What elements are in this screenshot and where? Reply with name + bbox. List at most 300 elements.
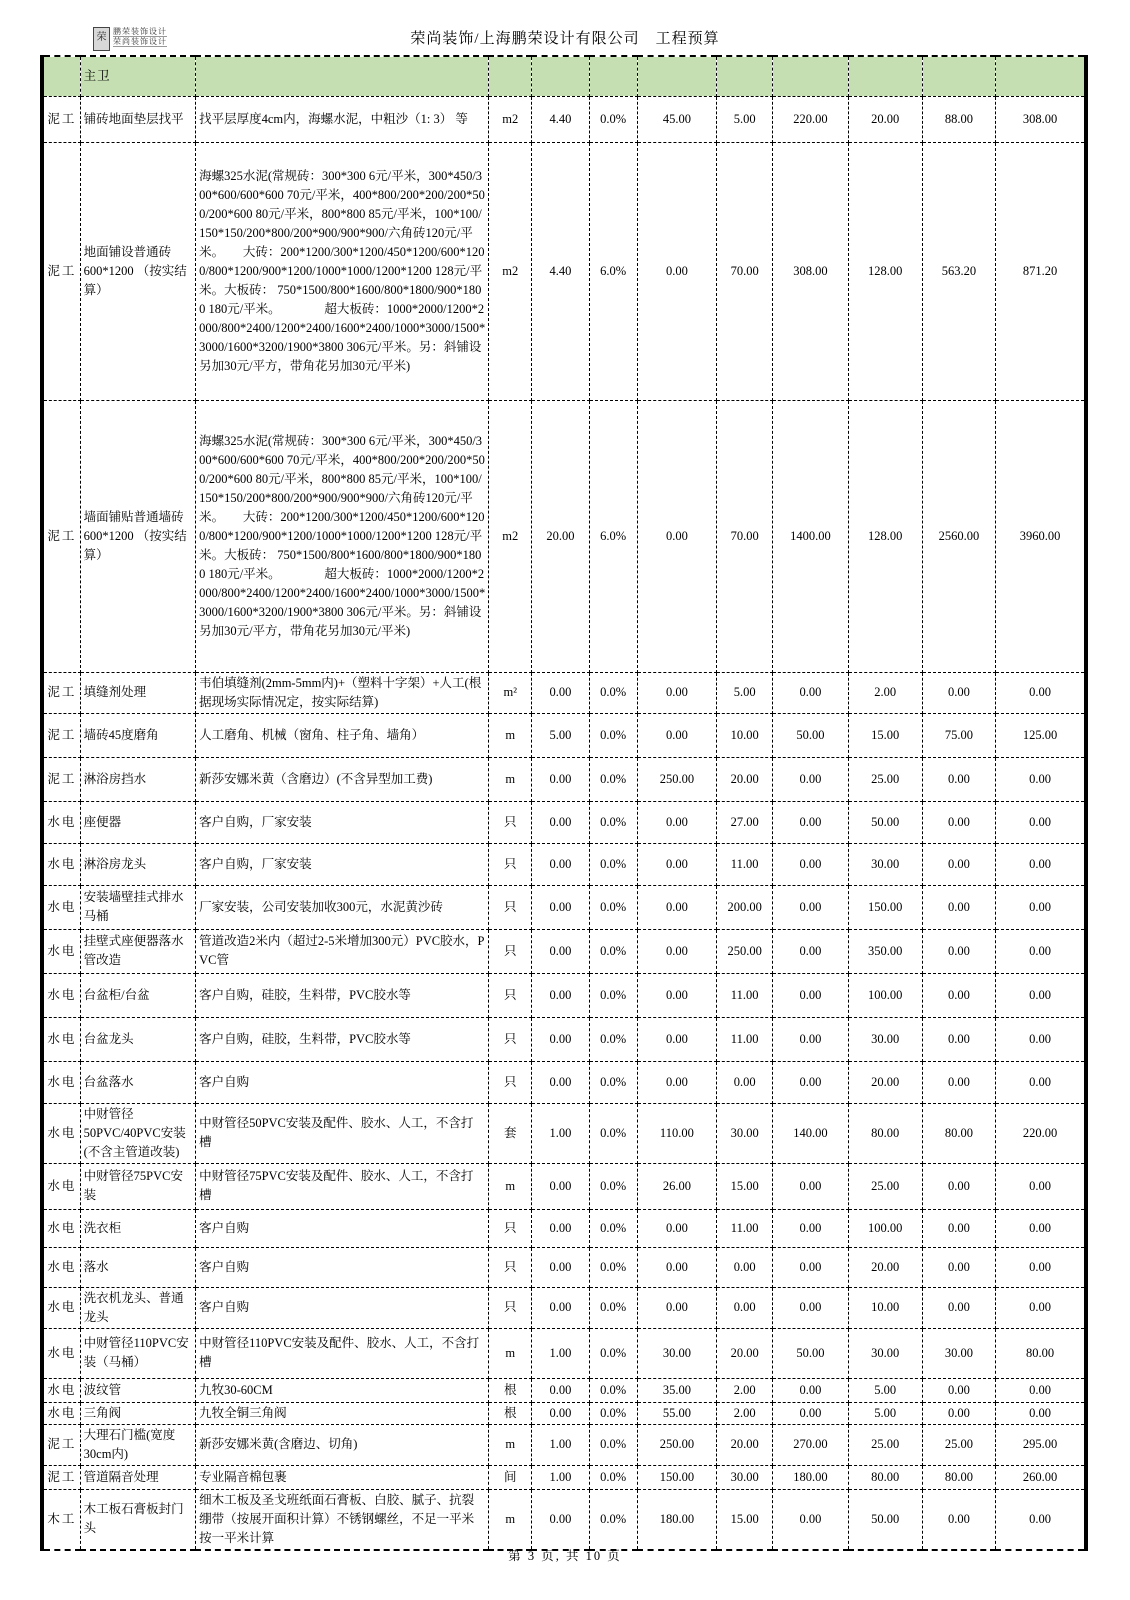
cell-price2: 5.00 [717,96,773,142]
cell-price2: 11.00 [717,1017,773,1061]
cell-unit: 只 [489,1287,532,1328]
cell-amount2: 0.00 [922,1017,995,1061]
cell-amount2: 80.00 [922,1465,995,1489]
budget-table-body [42,56,1086,1550]
cell-category: 水电 [42,1209,80,1247]
section-cell [637,56,716,96]
cell-price1: 250.00 [637,757,716,801]
cell-price2: 200.00 [717,885,773,929]
cell-pct: 0.0% [589,1378,637,1402]
cell-amount1: 0.00 [773,1209,848,1247]
table-row [42,1402,1086,1424]
cell-item: 安装墙壁挂式排水马桶 [80,885,195,929]
cell-total: 125.00 [996,713,1086,757]
cell-price3: 25.00 [848,1424,922,1465]
cell-price2: 2.00 [717,1402,773,1424]
cell-total: 0.00 [996,1402,1086,1424]
cell-desc: 九牧全铜三角阀 [196,1402,489,1424]
cell-price3: 128.00 [848,400,922,672]
cell-total: 0.00 [996,1017,1086,1061]
cell-amount2: 0.00 [922,973,995,1017]
cell-amount1: 180.00 [773,1465,848,1489]
cell-price3: 50.00 [848,801,922,843]
cell-category: 水电 [42,801,80,843]
cell-item: 座便器 [80,801,195,843]
cell-unit: m² [489,672,532,713]
cell-desc: 客户自购 [196,1061,489,1103]
cell-qty: 0.00 [532,672,589,713]
cell-price1: 0.00 [637,1017,716,1061]
cell-desc: 客户自购，厂家安装 [196,801,489,843]
cell-unit: 间 [489,1465,532,1489]
cell-unit: 只 [489,1061,532,1103]
cell-amount1: 0.00 [773,929,848,973]
cell-total: 220.00 [996,1103,1086,1163]
section-cell [996,56,1086,96]
cell-category: 泥工 [42,142,80,400]
cell-category: 泥工 [42,1465,80,1489]
cell-total: 0.00 [996,801,1086,843]
cell-qty: 0.00 [532,1247,589,1287]
cell-price3: 50.00 [848,1489,922,1550]
cell-item: 三角阀 [80,1402,195,1424]
cell-unit: m [489,713,532,757]
cell-unit: 根 [489,1402,532,1424]
cell-qty: 1.00 [532,1103,589,1163]
cell-amount1: 220.00 [773,96,848,142]
cell-qty: 0.00 [532,843,589,885]
cell-category: 水电 [42,843,80,885]
cell-item: 洗衣柜 [80,1209,195,1247]
cell-qty: 20.00 [532,400,589,672]
cell-category: 泥工 [42,672,80,713]
cell-total: 0.00 [996,757,1086,801]
cell-amount1: 0.00 [773,1489,848,1550]
section-cell [589,56,637,96]
table-row [42,1103,1086,1163]
cell-qty: 4.40 [532,142,589,400]
cell-unit: 只 [489,1209,532,1247]
cell-total: 0.00 [996,843,1086,885]
cell-desc: 中财管径50PVC安装及配件、胶水、人工，不含打槽 [196,1103,489,1163]
cell-amount2: 563.20 [922,142,995,400]
cell-price2: 250.00 [717,929,773,973]
cell-price3: 10.00 [848,1287,922,1328]
cell-price3: 80.00 [848,1103,922,1163]
cell-amount2: 0.00 [922,843,995,885]
cell-qty: 0.00 [532,1489,589,1550]
page-footer: 第 3 页, 共 10 页 [508,1549,622,1563]
cell-qty: 0.00 [532,1163,589,1209]
cell-item: 台盆落水 [80,1061,195,1103]
cell-price1: 0.00 [637,843,716,885]
cell-category: 木工 [42,1489,80,1550]
cell-unit: m2 [489,96,532,142]
cell-item: 中财管径75PVC安装 [80,1163,195,1209]
cell-total: 0.00 [996,885,1086,929]
cell-amount1: 0.00 [773,1402,848,1424]
cell-item: 波纹管 [80,1378,195,1402]
cell-desc: 找平层厚度4cm内，海螺水泥，中粗沙（1: 3） 等 [196,96,489,142]
cell-price2: 5.00 [717,672,773,713]
cell-pct: 6.0% [589,142,637,400]
cell-price2: 15.00 [717,1163,773,1209]
cell-desc: 客户自购，硅胶，生料带，PVC胶水等 [196,1017,489,1061]
cell-amount2: 0.00 [922,1247,995,1287]
cell-item: 挂壁式座便器落水管改造 [80,929,195,973]
cell-price1: 0.00 [637,713,716,757]
cell-price3: 100.00 [848,973,922,1017]
cell-item: 淋浴房龙头 [80,843,195,885]
cell-price1: 45.00 [637,96,716,142]
cell-item: 落水 [80,1247,195,1287]
cell-qty: 0.00 [532,1017,589,1061]
cell-qty: 0.00 [532,1378,589,1402]
cell-qty: 0.00 [532,1402,589,1424]
cell-pct: 0.0% [589,1209,637,1247]
cell-total: 260.00 [996,1465,1086,1489]
cell-item: 台盆柜/台盆 [80,973,195,1017]
cell-qty: 0.00 [532,1287,589,1328]
cell-pct: 0.0% [589,1424,637,1465]
table-row [42,973,1086,1017]
table-row [42,1424,1086,1465]
section-cell [773,56,848,96]
table-row [42,885,1086,929]
cell-unit: 只 [489,929,532,973]
table-row [42,1287,1086,1328]
cell-price3: 80.00 [848,1465,922,1489]
cell-pct: 0.0% [589,1017,637,1061]
cell-price2: 70.00 [717,400,773,672]
cell-price1: 150.00 [637,1465,716,1489]
cell-amount2: 88.00 [922,96,995,142]
cell-desc: 客户自购，厂家安装 [196,843,489,885]
table-row [42,1209,1086,1247]
cell-price1: 0.00 [637,1287,716,1328]
cell-unit: m [489,1489,532,1550]
cell-price1: 250.00 [637,1424,716,1465]
cell-pct: 0.0% [589,929,637,973]
cell-pct: 0.0% [589,672,637,713]
cell-price1: 180.00 [637,1489,716,1550]
cell-category: 水电 [42,1287,80,1328]
cell-total: 0.00 [996,973,1086,1017]
cell-category: 泥工 [42,713,80,757]
cell-amount1: 270.00 [773,1424,848,1465]
cell-category: 泥工 [42,96,80,142]
cell-total: 3960.00 [996,400,1086,672]
cell-category: 水电 [42,1378,80,1402]
cell-category: 水电 [42,1247,80,1287]
cell-price3: 2.00 [848,672,922,713]
cell-price2: 10.00 [717,713,773,757]
cell-desc: 海螺325水泥(常规砖：300*300 6元/平米，300*450/300*600/600*600 70元/平米，400*800/200*200/200*500/200*600 80元/平米，800*800 85元/平米，100*100/150*150/200*800/200*900/900*900/六角砖120元/平米。 大砖：200*1200/300*1200/450*1200/600*1200/800*1200/900*1200/1000*1000/1200*1200 128元/平米。大板砖： 750*1500/800*1600/800*1800/900*1800 180元/平米。 超大板砖：1000*2000/1200*2000/800*2400/1200*2400/1600*2400/1000*3000/1500*3000/1600*3200/1900*3800 306元/平米。另：斜铺设另加30元/平方，带角花另加30元/平米) [196,142,489,400]
cell-total: 0.00 [996,1209,1086,1247]
cell-qty: 5.00 [532,713,589,757]
budget-table [40,55,1088,1551]
cell-price1: 0.00 [637,801,716,843]
cell-item: 管道隔音处理 [80,1465,195,1489]
cell-unit: 只 [489,1247,532,1287]
table-row [42,929,1086,973]
cell-pct: 0.0% [589,885,637,929]
cell-price1: 110.00 [637,1103,716,1163]
section-cell [922,56,995,96]
cell-qty: 0.00 [532,973,589,1017]
cell-desc: 客户自购 [196,1247,489,1287]
cell-pct: 0.0% [589,973,637,1017]
cell-price2: 0.00 [717,1061,773,1103]
section-cell [848,56,922,96]
cell-price1: 0.00 [637,929,716,973]
cell-amount1: 50.00 [773,713,848,757]
table-row [42,142,1086,400]
cell-price2: 20.00 [717,1424,773,1465]
cell-pct: 0.0% [589,1465,637,1489]
section-cell [489,56,532,96]
cell-price2: 30.00 [717,1465,773,1489]
cell-pct: 0.0% [589,1287,637,1328]
cell-total: 0.00 [996,1287,1086,1328]
cell-unit: 根 [489,1378,532,1402]
cell-price2: 11.00 [717,1209,773,1247]
cell-desc: 海螺325水泥(常规砖：300*300 6元/平米，300*450/300*600/600*600 70元/平米，400*800/200*200/200*500/200*600 80元/平米，800*800 85元/平米，100*100/150*150/200*800/200*900/900*900/六角砖120元/平米。 大砖：200*1200/300*1200/450*1200/600*1200/800*1200/900*1200/1000*1000/1200*1200 128元/平米。大板砖： 750*1500/800*1600/800*1800/900*1800 180元/平米。 超大板砖：1000*2000/1200*2000/800*2400/1200*2400/1600*2400/1000*3000/1500*3000/1600*3200/1900*3800 306元/平米。另：斜铺设另加30元/平方，带角花另加30元/平米) [196,400,489,672]
cell-unit: 只 [489,1017,532,1061]
section-header-row [42,56,1086,96]
section-cell [717,56,773,96]
cell-price3: 20.00 [848,1061,922,1103]
cell-amount2: 0.00 [922,1209,995,1247]
cell-amount2: 75.00 [922,713,995,757]
cell-amount2: 0.00 [922,757,995,801]
cell-price3: 30.00 [848,843,922,885]
cell-unit: 只 [489,885,532,929]
cell-price3: 30.00 [848,1328,922,1378]
cell-item: 中财管径110PVC安装（马桶） [80,1328,195,1378]
table-row [42,801,1086,843]
cell-amount2: 0.00 [922,672,995,713]
table-row [42,1489,1086,1550]
cell-pct: 0.0% [589,96,637,142]
cell-pct: 0.0% [589,1163,637,1209]
cell-amount2: 0.00 [922,1061,995,1103]
cell-amount1: 0.00 [773,1163,848,1209]
cell-price3: 25.00 [848,757,922,801]
cell-price1: 55.00 [637,1402,716,1424]
cell-price3: 20.00 [848,96,922,142]
cell-pct: 6.0% [589,400,637,672]
cell-unit: m [489,757,532,801]
table-row [42,757,1086,801]
cell-amount1: 0.00 [773,1287,848,1328]
cell-unit: 只 [489,801,532,843]
table-row [42,1017,1086,1061]
cell-desc: 客户自购，硅胶，生料带，PVC胶水等 [196,973,489,1017]
cell-category: 泥工 [42,1424,80,1465]
cell-amount2: 80.00 [922,1103,995,1163]
cell-price2: 20.00 [717,1328,773,1378]
cell-price3: 128.00 [848,142,922,400]
cell-desc: 专业隔音棉包裹 [196,1465,489,1489]
cell-amount2: 0.00 [922,1489,995,1550]
cell-qty: 0.00 [532,1209,589,1247]
cell-price3: 20.00 [848,1247,922,1287]
cell-category: 水电 [42,973,80,1017]
section-label: 主卫 [80,56,195,96]
cell-amount1: 1400.00 [773,400,848,672]
cell-price1: 0.00 [637,1061,716,1103]
cell-price3: 15.00 [848,713,922,757]
cell-amount2: 0.00 [922,885,995,929]
cell-price2: 2.00 [717,1378,773,1402]
cell-price2: 30.00 [717,1103,773,1163]
cell-amount1: 0.00 [773,1247,848,1287]
cell-category: 水电 [42,885,80,929]
cell-category: 水电 [42,1402,80,1424]
cell-amount2: 0.00 [922,1402,995,1424]
cell-price2: 11.00 [717,843,773,885]
cell-amount2: 0.00 [922,1378,995,1402]
cell-category: 水电 [42,1103,80,1163]
cell-price1: 0.00 [637,885,716,929]
cell-category: 水电 [42,1163,80,1209]
cell-price3: 5.00 [848,1378,922,1402]
table-row [42,400,1086,672]
cell-price1: 0.00 [637,142,716,400]
table-row [42,1378,1086,1402]
cell-category: 泥工 [42,757,80,801]
cell-unit: m2 [489,400,532,672]
cell-amount1: 308.00 [773,142,848,400]
cell-desc: 韦伯填缝剂(2mm-5mm内)+（塑料十字架）+人工(根据现场实际情况定，按实际结算) [196,672,489,713]
cell-category: 水电 [42,1061,80,1103]
cell-amount1: 0.00 [773,801,848,843]
cell-amount1: 0.00 [773,1378,848,1402]
cell-pct: 0.0% [589,801,637,843]
cell-category: 水电 [42,1328,80,1378]
section-cell [42,56,80,96]
cell-item: 淋浴房挡水 [80,757,195,801]
cell-category: 水电 [42,929,80,973]
cell-pct: 0.0% [589,757,637,801]
cell-price3: 150.00 [848,885,922,929]
cell-item: 中财管径50PVC/40PVC安装(不含主管道改装) [80,1103,195,1163]
cell-total: 871.20 [996,142,1086,400]
cell-desc: 客户自购 [196,1209,489,1247]
cell-item: 台盆龙头 [80,1017,195,1061]
cell-unit: m2 [489,142,532,400]
table-row [42,1061,1086,1103]
cell-desc: 中财管径75PVC安装及配件、胶水、人工，不含打槽 [196,1163,489,1209]
table-row [42,1465,1086,1489]
cell-item: 墙砖45度磨角 [80,713,195,757]
cell-total: 295.00 [996,1424,1086,1465]
cell-price3: 5.00 [848,1402,922,1424]
cell-desc: 管道改造2米内（超过2-5米增加300元）PVC胶水，PVC管 [196,929,489,973]
cell-pct: 0.0% [589,1402,637,1424]
cell-desc: 九牧30-60CM [196,1378,489,1402]
table-row [42,1247,1086,1287]
cell-qty: 0.00 [532,885,589,929]
cell-price3: 30.00 [848,1017,922,1061]
page-title: 荣尚装饰/上海鹏荣设计有限公司 工程预算 [410,31,720,47]
table-row [42,713,1086,757]
cell-total: 0.00 [996,1247,1086,1287]
cell-price1: 0.00 [637,973,716,1017]
cell-desc: 厂家安装，公司安装加收300元，水泥黄沙砖 [196,885,489,929]
cell-total: 0.00 [996,1061,1086,1103]
cell-pct: 0.0% [589,1103,637,1163]
cell-qty: 1.00 [532,1328,589,1378]
cell-price3: 100.00 [848,1209,922,1247]
cell-total: 80.00 [996,1328,1086,1378]
cell-qty: 1.00 [532,1424,589,1465]
cell-item: 铺砖地面垫层找平 [80,96,195,142]
cell-amount1: 0.00 [773,973,848,1017]
cell-desc: 新莎安娜米黄(含磨边、切角) [196,1424,489,1465]
cell-total: 0.00 [996,929,1086,973]
cell-pct: 0.0% [589,843,637,885]
cell-amount2: 0.00 [922,929,995,973]
section-cell [532,56,589,96]
cell-amount2: 2560.00 [922,400,995,672]
cell-price1: 0.00 [637,1247,716,1287]
cell-unit: 只 [489,973,532,1017]
cell-pct: 0.0% [589,1247,637,1287]
cell-price1: 26.00 [637,1163,716,1209]
cell-amount1: 50.00 [773,1328,848,1378]
cell-pct: 0.0% [589,1328,637,1378]
cell-pct: 0.0% [589,1489,637,1550]
cell-qty: 0.00 [532,801,589,843]
cell-item: 墙面铺贴普通墙砖600*1200 （按实结算） [80,400,195,672]
cell-amount1: 0.00 [773,757,848,801]
cell-price2: 0.00 [717,1287,773,1328]
cell-price1: 0.00 [637,400,716,672]
cell-price1: 0.00 [637,1209,716,1247]
cell-total: 0.00 [996,1163,1086,1209]
cell-price1: 35.00 [637,1378,716,1402]
cell-amount2: 0.00 [922,801,995,843]
cell-desc: 人工磨角、机械（窗角、柱子角、墙角） [196,713,489,757]
cell-total: 0.00 [996,1378,1086,1402]
logo-icon: 荣 [93,27,110,51]
cell-amount2: 25.00 [922,1424,995,1465]
cell-unit: 套 [489,1103,532,1163]
cell-price2: 27.00 [717,801,773,843]
cell-desc: 中财管径110PVC安装及配件、胶水、人工，不含打槽 [196,1328,489,1378]
cell-amount1: 0.00 [773,1061,848,1103]
cell-price2: 70.00 [717,142,773,400]
cell-amount1: 140.00 [773,1103,848,1163]
cell-unit: m [489,1163,532,1209]
cell-qty: 0.00 [532,929,589,973]
cell-amount2: 0.00 [922,1287,995,1328]
logo-text-line2: 荣尚装饰设计 [113,37,167,46]
cell-qty: 0.00 [532,757,589,801]
cell-amount2: 30.00 [922,1328,995,1378]
cell-qty: 1.00 [532,1465,589,1489]
cell-item: 大理石门槛(宽度30cm内) [80,1424,195,1465]
cell-item: 木工板石膏板封门头 [80,1489,195,1550]
cell-amount2: 0.00 [922,1163,995,1209]
cell-price2: 0.00 [717,1247,773,1287]
table-row [42,1163,1086,1209]
cell-desc: 客户自购 [196,1287,489,1328]
cell-desc: 细木工板及圣戈班纸面石膏板、白胶、腻子、抗裂绷带（按展开面积计算）不锈钢螺丝，不足一平米按一平米计算 [196,1489,489,1550]
cell-total: 308.00 [996,96,1086,142]
